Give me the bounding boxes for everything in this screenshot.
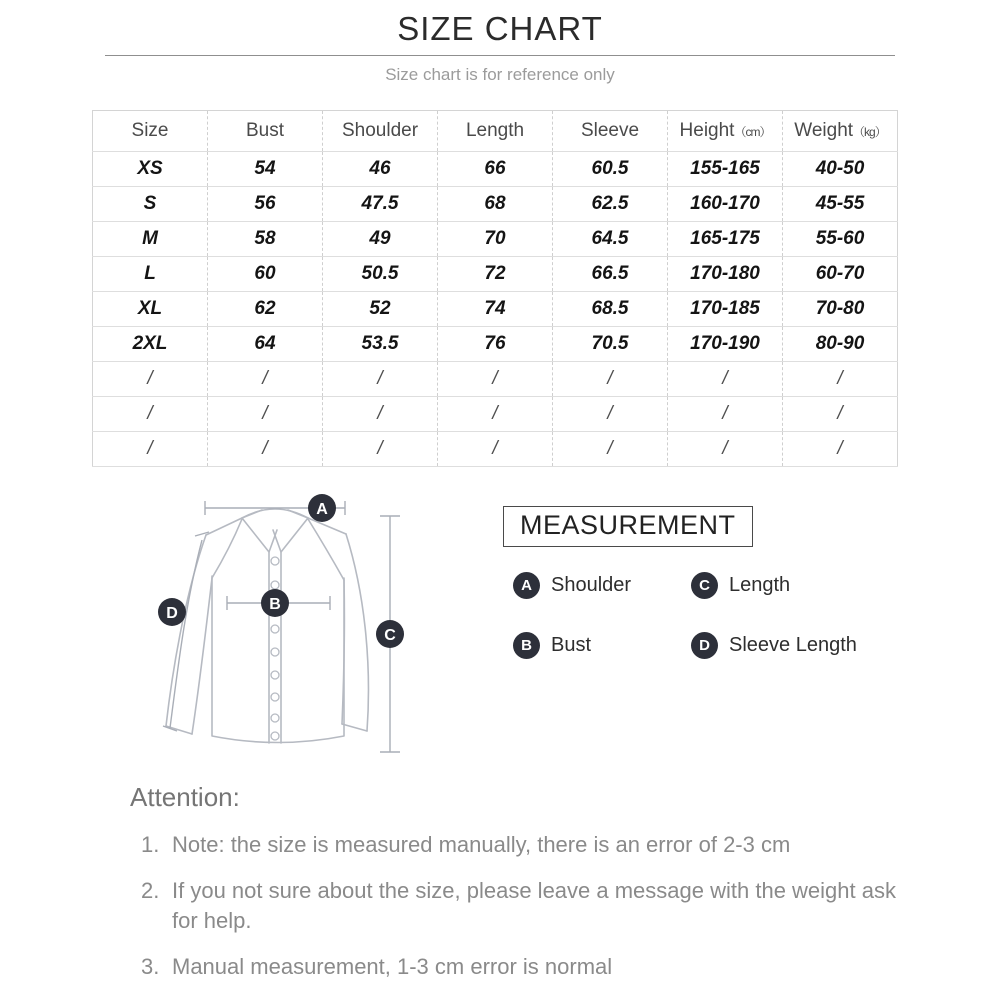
measurement-panel <box>503 506 857 659</box>
page-subtitle: Size chart is for reference only <box>385 65 615 84</box>
table-cell: 165-175 <box>668 222 783 257</box>
size-table-head <box>93 111 898 152</box>
table-row <box>93 222 898 257</box>
table-cell: / <box>208 432 323 467</box>
table-cell: 52 <box>323 292 438 327</box>
table-cell: / <box>93 432 208 467</box>
table-row <box>93 432 898 467</box>
table-cell: 62.5 <box>553 187 668 222</box>
table-cell: 62 <box>208 292 323 327</box>
legend-item-shoulder <box>513 572 691 599</box>
size-table-header-row <box>93 111 898 152</box>
attention-section <box>130 782 910 981</box>
legend-label-length: Length <box>729 574 791 596</box>
table-cell: 64.5 <box>553 222 668 257</box>
table-row <box>93 292 898 327</box>
table-cell: 53.5 <box>323 327 438 362</box>
table-cell: 68.5 <box>553 292 668 327</box>
table-cell: 155-165 <box>668 152 783 187</box>
diagram-badge-a: A <box>316 501 328 518</box>
table-cell: / <box>668 432 783 467</box>
table-cell: 70 <box>438 222 553 257</box>
legend-badge-d: D <box>691 632 718 659</box>
table-cell: / <box>783 432 898 467</box>
column-header-size: Size <box>93 111 208 152</box>
table-cell: / <box>323 362 438 397</box>
table-cell: 160-170 <box>668 187 783 222</box>
attention-item-number: 2. <box>141 878 160 904</box>
table-cell: 170-190 <box>668 327 783 362</box>
diagram-badge-b: B <box>269 596 281 613</box>
table-cell: 70-80 <box>783 292 898 327</box>
column-header-height: Height（cm） <box>668 111 783 152</box>
table-row <box>93 152 898 187</box>
attention-item-text: Manual measurement, 1-3 cm error is normal <box>172 953 613 979</box>
attention-item-number: 1. <box>141 832 160 857</box>
legend-label-sleeve-length: Sleeve Length <box>729 634 857 656</box>
table-cell: / <box>438 362 553 397</box>
page-title: SIZE CHART <box>397 10 603 47</box>
table-cell: L <box>93 257 208 292</box>
page-header <box>0 10 1000 85</box>
size-table-body <box>93 152 898 467</box>
table-cell: / <box>323 397 438 432</box>
table-cell: / <box>668 362 783 397</box>
attention-item-1 <box>130 830 910 859</box>
table-cell: / <box>668 397 783 432</box>
table-cell: / <box>208 362 323 397</box>
legend-badge-b: B <box>513 632 540 659</box>
column-header-shoulder: Shoulder <box>323 111 438 152</box>
legend-label-shoulder: Shoulder <box>551 574 632 596</box>
legend-item-sleeve-length <box>691 632 857 659</box>
legend-badge-c: C <box>691 572 718 599</box>
attention-item-text: Note: the size is measured manually, there is an error of 2-3 cm <box>172 832 791 857</box>
size-table <box>92 110 898 467</box>
diagram-badge-d: D <box>166 605 178 622</box>
table-cell: 58 <box>208 222 323 257</box>
table-cell: 66.5 <box>553 257 668 292</box>
table-cell: 170-185 <box>668 292 783 327</box>
legend-label-bust: Bust <box>551 634 592 656</box>
table-cell: / <box>208 397 323 432</box>
table-cell: 80-90 <box>783 327 898 362</box>
table-cell: 72 <box>438 257 553 292</box>
table-row <box>93 327 898 362</box>
column-header-sleeve: Sleeve <box>553 111 668 152</box>
table-cell: S <box>93 187 208 222</box>
table-row <box>93 257 898 292</box>
column-header-length: Length <box>438 111 553 152</box>
table-cell: 70.5 <box>553 327 668 362</box>
table-cell: 64 <box>208 327 323 362</box>
table-cell: XL <box>93 292 208 327</box>
title-divider <box>105 55 895 56</box>
diagram-badge-c: C <box>384 627 396 644</box>
shirt-measurement-diagram <box>128 486 490 788</box>
table-cell: 56 <box>208 187 323 222</box>
table-cell: / <box>553 432 668 467</box>
column-header-weight: Weight（kg） <box>783 111 898 152</box>
table-row <box>93 397 898 432</box>
table-cell: / <box>783 362 898 397</box>
shirt-outline <box>166 509 368 743</box>
table-cell: / <box>553 397 668 432</box>
column-header-bust: Bust <box>208 111 323 152</box>
table-cell: 40-50 <box>783 152 898 187</box>
table-cell: 60-70 <box>783 257 898 292</box>
measurement-legend <box>513 572 857 659</box>
table-cell: / <box>438 397 553 432</box>
table-cell: / <box>553 362 668 397</box>
shirt-buttons <box>271 557 279 740</box>
attention-item-number: 3. <box>141 953 160 979</box>
table-cell: 55-60 <box>783 222 898 257</box>
table-cell: 47.5 <box>323 187 438 222</box>
table-cell: 45-55 <box>783 187 898 222</box>
table-row <box>93 362 898 397</box>
table-cell: 170-180 <box>668 257 783 292</box>
table-cell: / <box>783 397 898 432</box>
table-row <box>93 187 898 222</box>
table-cell: 74 <box>438 292 553 327</box>
attention-item-3 <box>130 952 910 981</box>
table-cell: 46 <box>323 152 438 187</box>
table-cell: / <box>438 432 553 467</box>
legend-item-length <box>691 572 857 599</box>
table-cell: 49 <box>323 222 438 257</box>
attention-item-text: If you not sure about the size, please leave a message with the weight ask for help. <box>172 878 896 933</box>
table-cell: 60.5 <box>553 152 668 187</box>
table-cell: 66 <box>438 152 553 187</box>
table-cell: / <box>93 397 208 432</box>
attention-item-2 <box>130 876 910 935</box>
table-cell: / <box>93 362 208 397</box>
table-cell: 60 <box>208 257 323 292</box>
table-cell: 76 <box>438 327 553 362</box>
table-cell: XS <box>93 152 208 187</box>
table-cell: 68 <box>438 187 553 222</box>
measurement-title: MEASUREMENT <box>503 506 753 547</box>
table-cell: 54 <box>208 152 323 187</box>
legend-item-bust <box>513 632 691 659</box>
attention-heading: Attention: <box>130 782 240 812</box>
table-cell: 2XL <box>93 327 208 362</box>
table-cell: 50.5 <box>323 257 438 292</box>
legend-badge-a: A <box>513 572 540 599</box>
table-cell: M <box>93 222 208 257</box>
table-cell: / <box>323 432 438 467</box>
